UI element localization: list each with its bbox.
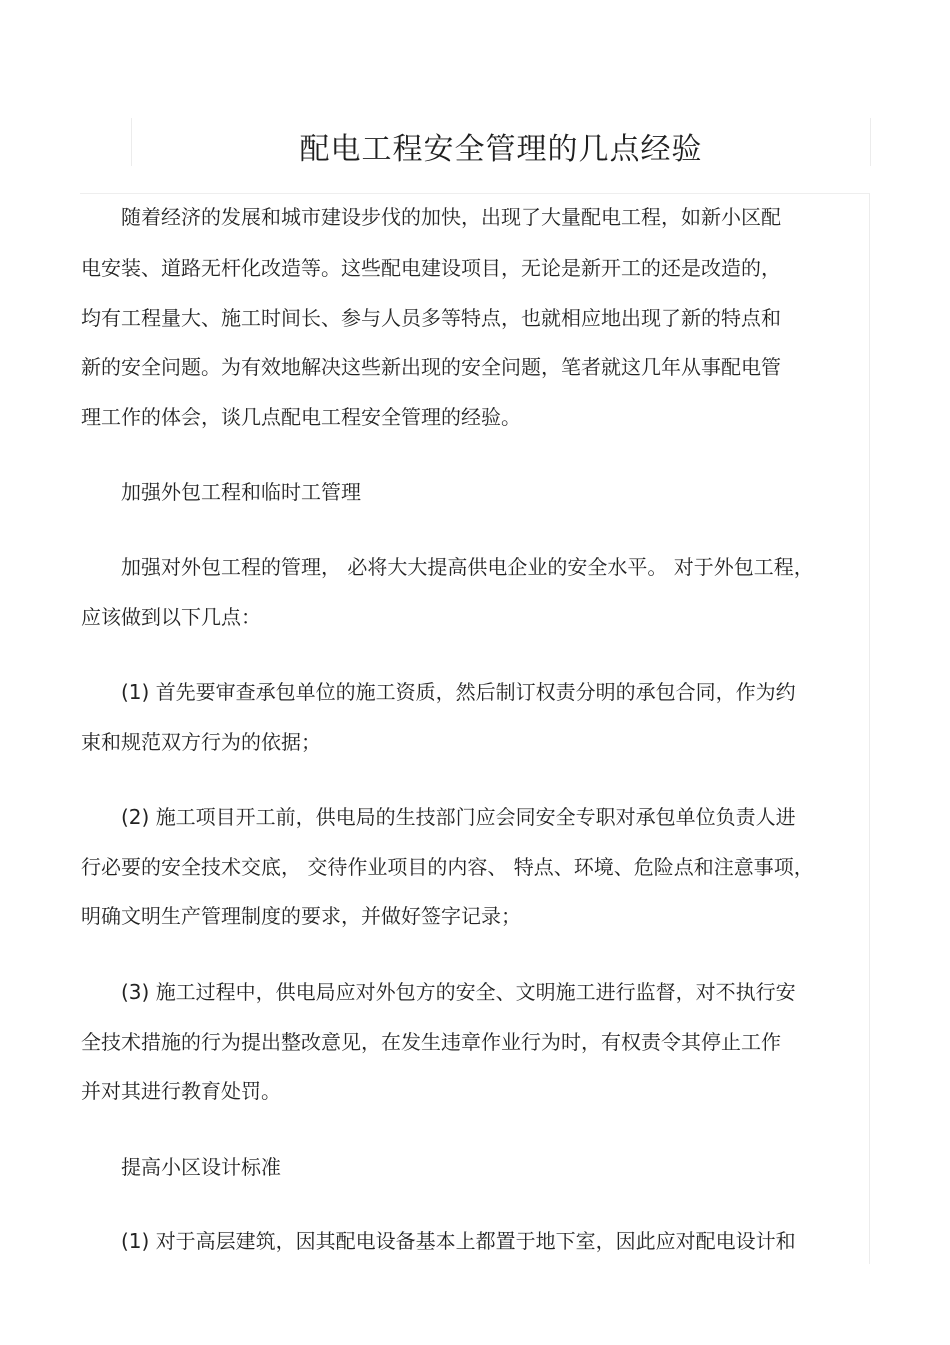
section-heading: 加强外包工程和临时工管理 xyxy=(121,480,361,504)
paragraph-line: 应该做到以下几点： xyxy=(81,605,261,629)
paragraph-line: 加强对外包工程的管理， 必将大大提高供电企业的安全水平。 对于外包工程， xyxy=(121,555,814,579)
list-item-line: 并对其进行教育处罚。 xyxy=(81,1079,281,1103)
list-item-line: 束和规范双方行为的依据； xyxy=(81,730,321,754)
section-heading: 提高小区设计标准 xyxy=(121,1155,281,1179)
paragraph-line: 理工作的体会，谈几点配电工程安全管理的经验。 xyxy=(81,405,521,429)
list-item-line: 全技术措施的行为提出整改意见，在发生违章作业行为时，有权责令其停止工作 xyxy=(81,1030,781,1054)
list-item-line: 行必要的安全技术交底， 交待作业项目的内容、 特点、环境、危险点和注意事项， xyxy=(81,855,814,879)
paragraph-line: 电安装、道路无杆化改造等。这些配电建设项目，无论是新开工的还是改造的， xyxy=(81,256,781,280)
list-item-line: (1) 对于高层建筑，因其配电设备基本上都置于地下室，因此应对配电设计和 xyxy=(121,1229,796,1253)
list-item-line: (3) 施工过程中，供电局应对外包方的安全、文明施工进行监督，对不执行安 xyxy=(121,980,796,1004)
paragraph-line: 随着经济的发展和城市建设步伐的加快，出现了大量配电工程，如新小区配 xyxy=(121,205,781,229)
list-item-line: (1) 首先要审查承包单位的施工资质，然后制订权责分明的承包合同，作为约 xyxy=(121,680,796,704)
list-item-line: 明确文明生产管理制度的要求，并做好签字记录； xyxy=(81,904,521,928)
title-frame xyxy=(131,118,871,166)
paragraph-line: 均有工程量大、施工时间长、参与人员多等特点，也就相应地出现了新的特点和 xyxy=(81,306,781,330)
list-item-line: (2) 施工项目开工前，供电局的生技部门应会同安全专职对承包单位负责人进 xyxy=(121,805,796,829)
paragraph-line: 新的安全问题。为有效地解决这些新出现的安全问题，笔者就这几年从事配电管 xyxy=(81,355,781,379)
document-title: 配电工程安全管理的几点经验 xyxy=(299,132,703,167)
